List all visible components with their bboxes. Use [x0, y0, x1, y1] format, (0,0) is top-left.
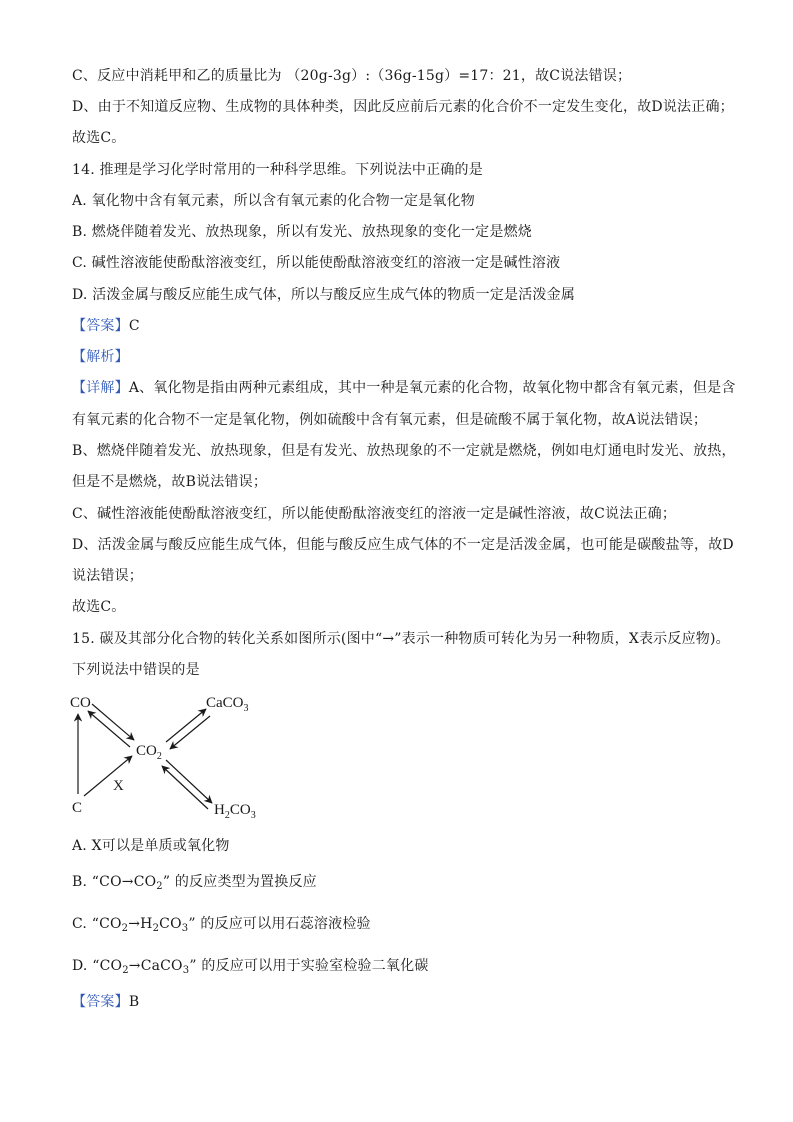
q14-analysis-tag	[72, 347, 129, 367]
label-x: X	[113, 778, 124, 794]
q14-stem: 14. 推理是学习化学时常用的一种科学思维。下列说法中正确的是	[72, 162, 483, 178]
q14-detail-line-2: 有氧元素的化合物不一定是氧化物，例如硫酸中含有氧元素，但是硫酸不属于氧化物，故A说法错误；	[72, 412, 708, 428]
q14-option-a: A. 氧化物中含有氧元素，所以含有氧元素的化合物一定是氧化物	[72, 193, 476, 209]
q14-detail-line-5: C、碱性溶液能使酚酞溶液变红，所以能使酚酞溶液变红的溶液一定是碱性溶液，故C说法正确；	[72, 506, 677, 522]
q15-option-a: A. X可以是单质或氧化物	[72, 838, 230, 854]
arrow-co-to-co2	[92, 704, 134, 740]
arrow-h2co3-to-co2	[162, 766, 208, 809]
q15-option-c: C. “$CO_2\to H_2CO_3$” 的反应可以用石蕊溶液检验	[72, 916, 371, 934]
node-co2: $CO_2$	[136, 743, 162, 762]
node-co: CO	[70, 695, 91, 711]
answer-value: C	[128, 318, 140, 334]
q14-detail-line-7: 说法错误；	[72, 568, 143, 584]
carbon-conversion-diagram	[60, 686, 300, 826]
q14-answer	[72, 316, 140, 336]
q15-option-b: B. “$CO\to CO_2$” 的反应类型为置换反应	[72, 874, 317, 892]
prev-option-c-analysis: C、反应中消耗甲和乙的质量比为 （20g-3g）:（36g-15g）=17：21，故C说法错误；	[72, 68, 632, 84]
node-h2co3: $H_2CO_3$	[214, 802, 256, 821]
q14-option-b: B. 燃烧伴随着发光、放热现象，所以有发光、放热现象的变化一定是燃烧	[72, 224, 532, 240]
arrow-co2-to-h2co3	[166, 760, 212, 803]
detail-tag: 【详解】	[72, 380, 129, 396]
q14-detail-line-1	[72, 378, 736, 398]
q15-stem-line-1: 15. 碳及其部分化合物的转化关系如图所示(图中“→”表示一种物质可转化为另一种物质，X表示反应物)。	[72, 631, 730, 647]
q14-option-d: D. 活泼金属与酸反应能生成气体，所以与酸反应生成气体的物质一定是活泼金属	[72, 287, 576, 303]
q14-option-c: C. 碱性溶液能使酚酞溶液变红，所以能使酚酞溶液变红的溶液一定是碱性溶液	[72, 255, 561, 271]
q14-detail-line-4: 但是不是燃烧，故B说法错误；	[72, 474, 268, 490]
node-caco3: CaCO$_3$	[206, 695, 249, 714]
arrow-co2-to-co	[88, 711, 130, 747]
q15-option-d: D. “$CO_2\to CaCO_3$” 的反应可以用于实验室检验二氧化碳	[72, 958, 429, 976]
answer-tag: 【答案】	[72, 318, 129, 334]
q15-answer	[72, 992, 139, 1012]
q14-detail-line-6: D、活泼金属与酸反应能生成气体，但能与酸反应生成气体的不一定是活泼金属，也可能是碳酸盐等，故D	[72, 537, 734, 553]
q14-detail-conclusion: 故选C。	[72, 599, 126, 615]
arrow-caco3-to-co2	[170, 716, 210, 749]
analysis-tag: 【解析】	[72, 349, 129, 365]
node-c: C	[72, 800, 83, 816]
detail-text: A、氧化物是指由两种元素组成，其中一种是氧元素的化合物，故氧化物中都含有氧元素，但是含	[128, 380, 736, 396]
q15-stem-line-2: 下列说法中错误的是	[72, 662, 200, 678]
q14-detail-line-3: B、燃烧伴随着发光、放热现象，但是有发光、放热现象的不一定就是燃烧，例如电灯通电时发光、放热，	[72, 443, 736, 459]
prev-conclusion: 故选C。	[72, 130, 126, 146]
answer-value: B	[128, 994, 140, 1010]
answer-tag: 【答案】	[72, 994, 129, 1010]
prev-option-d-analysis: D、由于不知道反应物、生成物的具体种类，因此反应前后元素的化合价不一定发生变化，故D说法正确；	[72, 99, 734, 115]
arrow-co2-to-caco3	[166, 709, 206, 742]
arrow-c-to-co2	[84, 756, 132, 796]
